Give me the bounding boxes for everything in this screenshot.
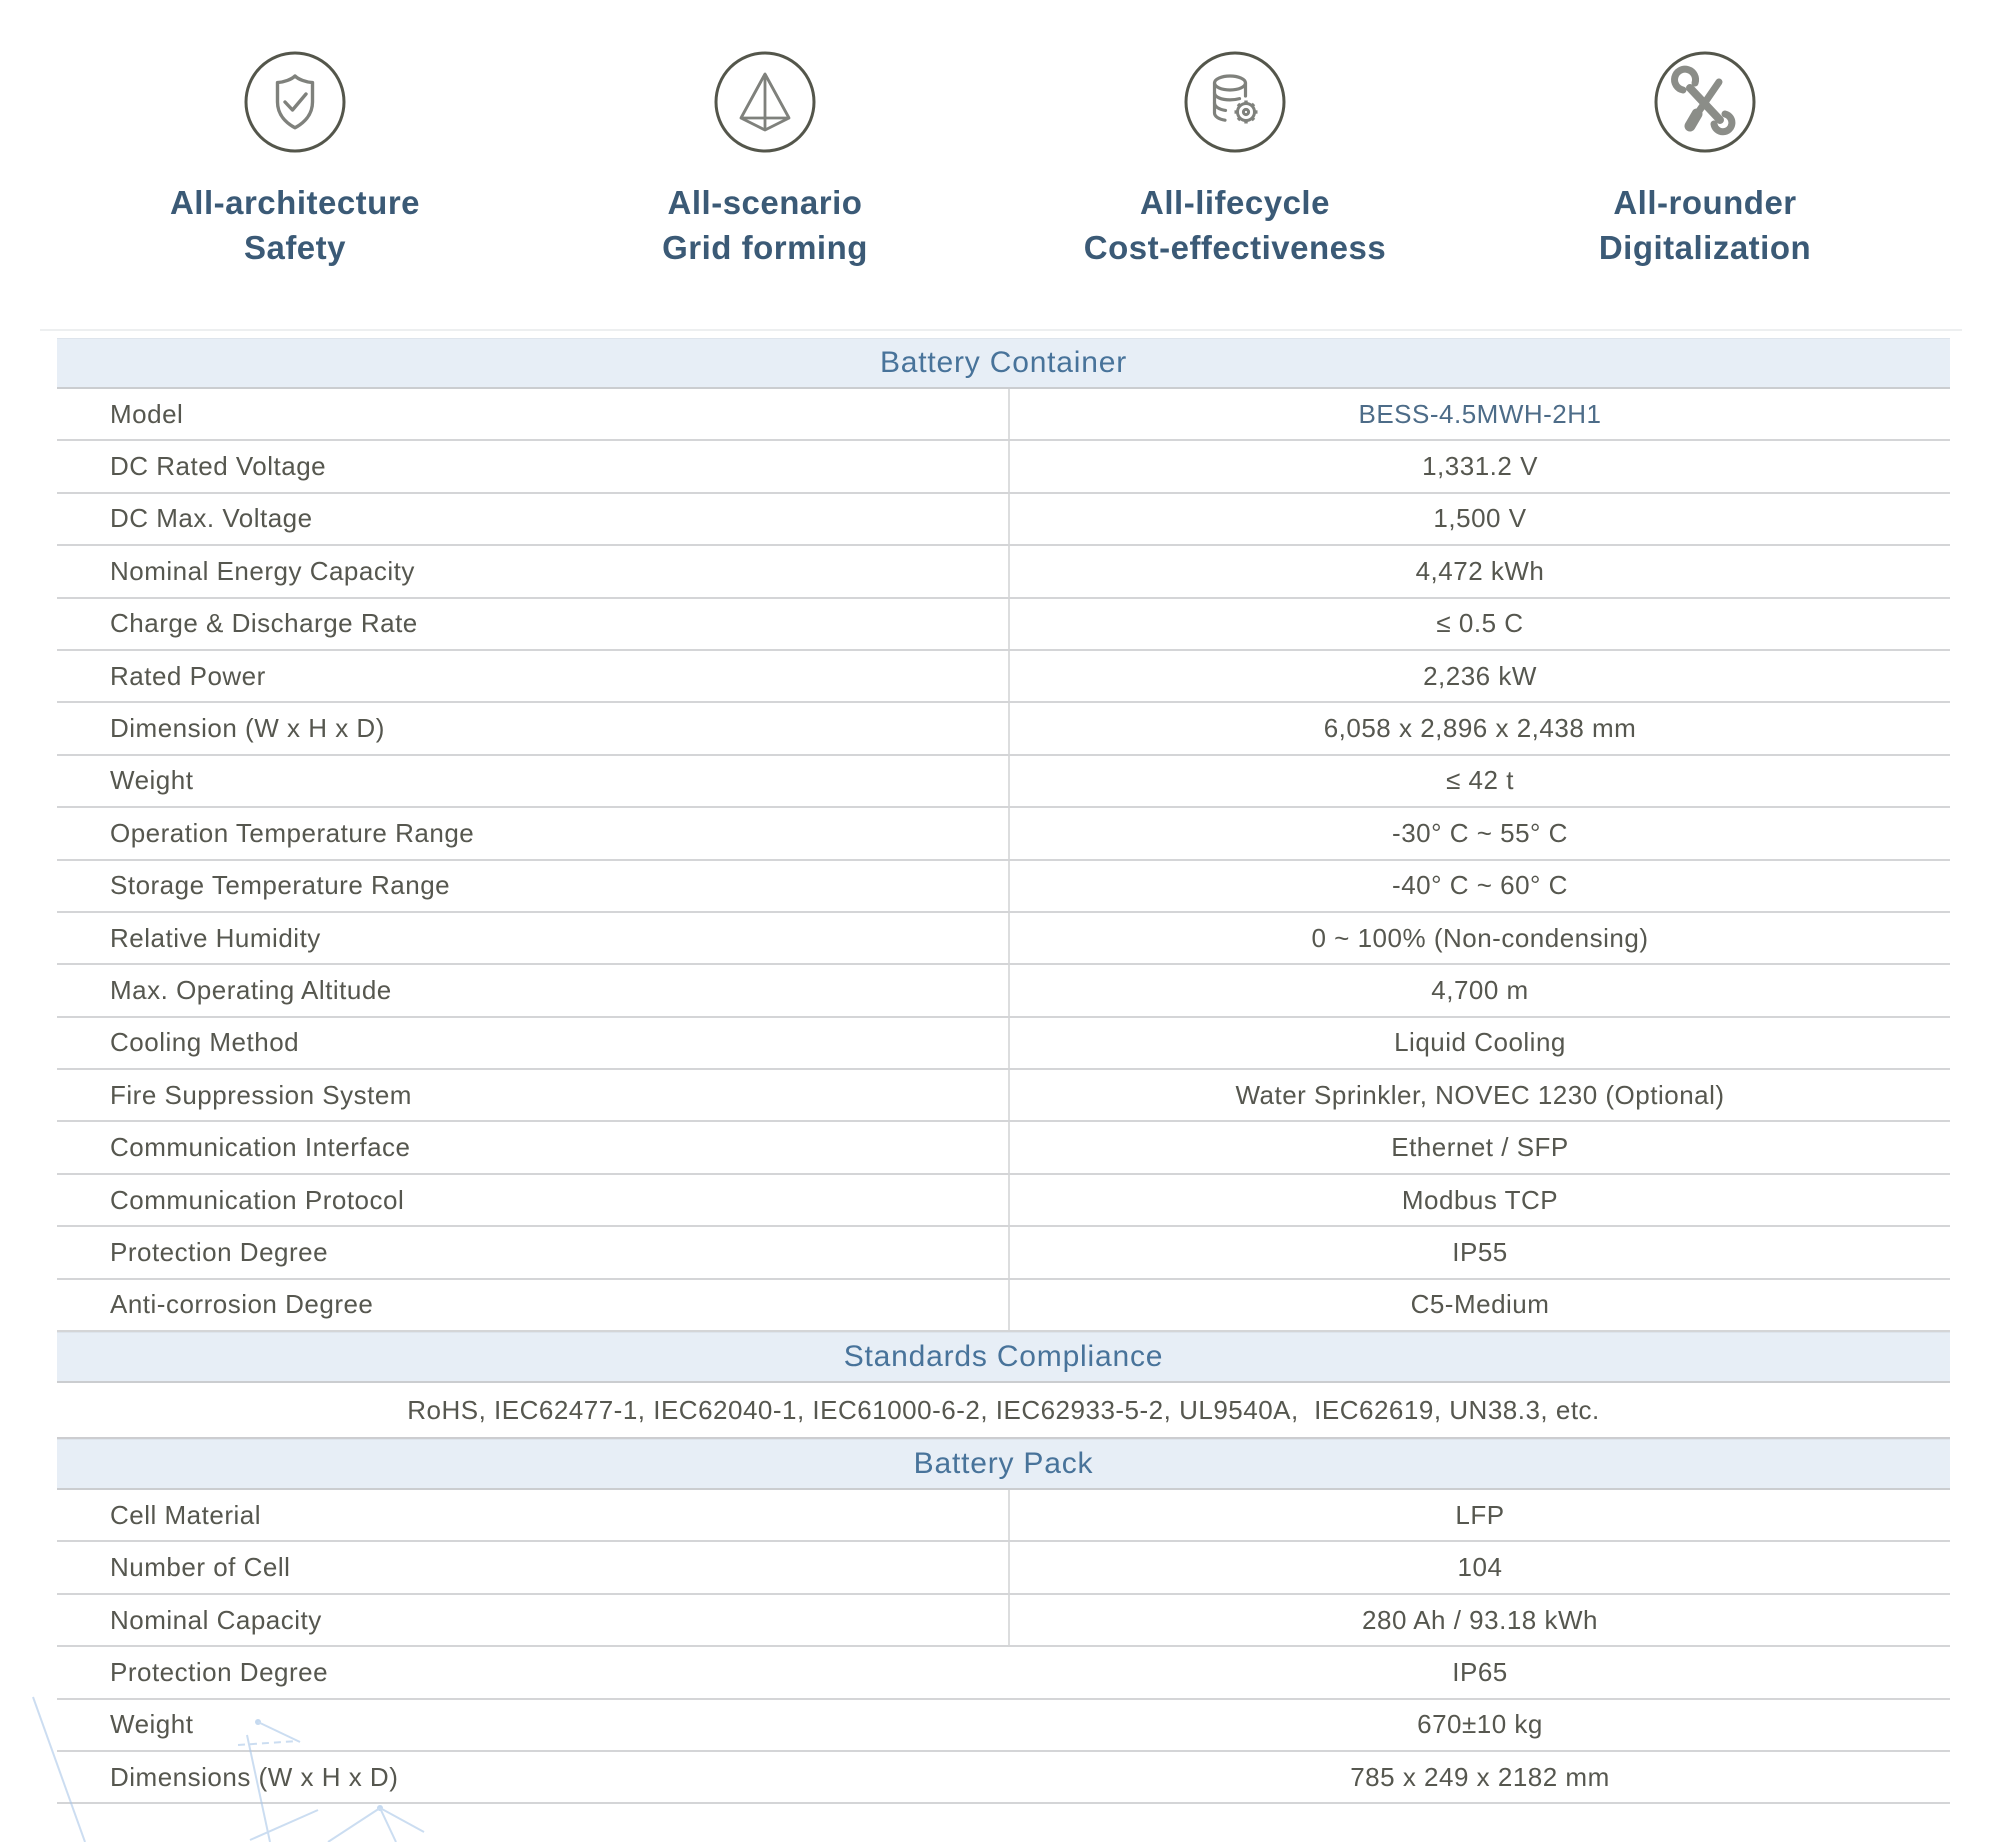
spec-label: Number of Cell xyxy=(57,1542,1010,1592)
spec-value: IP65 xyxy=(1452,1656,1508,1687)
spec-label: Nominal Energy Capacity xyxy=(57,546,1010,596)
table-row xyxy=(57,861,1950,913)
spec-table xyxy=(57,338,1950,1804)
feature-caption xyxy=(1084,180,1386,270)
spec-value: 104 xyxy=(1457,1552,1503,1583)
table-row xyxy=(57,1018,1950,1070)
section-title: Standards Compliance xyxy=(843,1340,1164,1374)
feature-caption-line1: All-architecture xyxy=(169,184,421,221)
spec-value: IP55 xyxy=(1452,1236,1508,1267)
table-row xyxy=(57,599,1950,651)
section-header-battery-container xyxy=(57,338,1950,389)
spec-value: ≤ 42 t xyxy=(1446,765,1514,796)
spec-value: Modbus TCP xyxy=(1401,1184,1559,1215)
spec-value: 4,472 kWh xyxy=(1415,555,1545,586)
spec-value: 1,500 V xyxy=(1433,503,1527,534)
spec-label: Weight xyxy=(57,756,1010,806)
spec-value: Ethernet / SFP xyxy=(1391,1132,1569,1163)
table-top-rule xyxy=(40,329,1962,331)
table-row xyxy=(57,494,1950,546)
table-row xyxy=(57,1122,1950,1174)
spec-value: LFP xyxy=(1455,1499,1505,1530)
spec-label: Operation Temperature Range xyxy=(57,808,1010,858)
table-row xyxy=(57,546,1950,598)
spec-label: Fire Suppression System xyxy=(57,1070,1010,1120)
spec-label: Cell Material xyxy=(57,1490,1010,1540)
feature-caption xyxy=(662,180,868,270)
table-row xyxy=(57,756,1950,808)
spec-label: DC Max. Voltage xyxy=(57,494,1010,544)
spec-value: ≤ 0.5 C xyxy=(1436,608,1524,639)
table-row xyxy=(57,1542,1950,1594)
feature-digitalization xyxy=(1470,50,1940,270)
spec-value: 785 x 249 x 2182 mm xyxy=(1350,1761,1610,1792)
database-gear-icon xyxy=(1183,50,1287,154)
feature-caption-line1: All-rounder xyxy=(1613,184,1797,221)
spec-label: Communication Protocol xyxy=(57,1175,1010,1225)
table-row xyxy=(57,389,1950,441)
spec-value: 670±10 kg xyxy=(1417,1709,1543,1740)
table-row xyxy=(57,1490,1950,1542)
spec-label: Rated Power xyxy=(57,651,1010,701)
feature-grid-forming xyxy=(530,50,1000,270)
feature-caption-line2: Digitalization xyxy=(1598,229,1812,266)
table-row xyxy=(57,1175,1950,1227)
spec-label: Weight xyxy=(110,1709,194,1740)
spec-value: Liquid Cooling xyxy=(1394,1027,1566,1058)
spec-label: Cooling Method xyxy=(57,1018,1010,1068)
spec-value: 1,331.2 V xyxy=(1422,451,1538,482)
table-row xyxy=(57,1280,1950,1332)
table-row xyxy=(57,441,1950,493)
section-header-standards xyxy=(57,1332,1950,1383)
background-sketch-lines xyxy=(0,1640,440,1842)
spec-label: Anti-corrosion Degree xyxy=(57,1280,1010,1330)
feature-caption xyxy=(170,180,420,270)
spec-label: Protection Degree xyxy=(57,1227,1010,1277)
spec-value: C5-Medium xyxy=(1410,1289,1550,1320)
feature-caption-line2: Cost-effectiveness xyxy=(1083,229,1387,266)
shield-check-icon xyxy=(243,50,347,154)
feature-caption-line1: All-lifecycle xyxy=(1140,184,1330,221)
spec-value: 2,236 kW xyxy=(1423,660,1537,691)
feature-caption-line2: Safety xyxy=(243,229,347,266)
spec-label: Dimension (W x H x D) xyxy=(57,703,1010,753)
spec-value: Water Sprinkler, NOVEC 1230 (Optional) xyxy=(1235,1079,1725,1110)
standards-list: RoHS, IEC62477-1, IEC62040-1, IEC61000-6-2, IEC62933-5-2, UL9540A, IEC62619, UN38.3, etc. xyxy=(57,1383,1950,1439)
table-row xyxy=(57,965,1950,1017)
section-title: Battery Pack xyxy=(913,1447,1094,1481)
section-header-battery-pack xyxy=(57,1439,1950,1490)
feature-caption xyxy=(1599,180,1811,270)
pyramid-icon xyxy=(713,50,817,154)
spec-label: Max. Operating Altitude xyxy=(57,965,1010,1015)
table-row xyxy=(57,808,1950,860)
spec-label: DC Rated Voltage xyxy=(57,441,1010,491)
table-row xyxy=(57,703,1950,755)
spec-value: -40° C ~ 60° C xyxy=(1392,870,1568,901)
feature-cost-effectiveness xyxy=(1000,50,1470,270)
spec-value: 0 ~ 100% (Non-condensing) xyxy=(1311,922,1649,953)
spec-value: 4,700 m xyxy=(1431,974,1529,1005)
tools-icon xyxy=(1653,50,1757,154)
section-title: Battery Container xyxy=(879,346,1128,379)
feature-highlights xyxy=(60,50,1940,270)
feature-caption-line1: All-scenario xyxy=(667,184,863,221)
table-row xyxy=(57,1070,1950,1122)
spec-value: -30° C ~ 55° C xyxy=(1392,817,1568,848)
spec-label: Charge & Discharge Rate xyxy=(57,599,1010,649)
spec-label: Protection Degree xyxy=(110,1656,329,1687)
spec-label: Model xyxy=(57,389,1010,439)
feature-safety xyxy=(60,50,530,270)
spec-value: BESS-4.5MWH-2H1 xyxy=(1358,398,1602,429)
table-row xyxy=(57,913,1950,965)
spec-label: Dimensions (W x H x D) xyxy=(110,1761,399,1792)
feature-caption-line2: Grid forming xyxy=(662,229,868,266)
spec-value: 6,058 x 2,896 x 2,438 mm xyxy=(1323,713,1637,744)
spec-value: 280 Ah / 93.18 kWh xyxy=(1362,1604,1598,1635)
spec-label: Communication Interface xyxy=(57,1122,1010,1172)
spec-label: Storage Temperature Range xyxy=(57,861,1010,911)
spec-label: Nominal Capacity xyxy=(57,1595,1010,1645)
spec-label: Relative Humidity xyxy=(57,913,1010,963)
table-row xyxy=(57,1227,1950,1279)
table-row xyxy=(57,651,1950,703)
